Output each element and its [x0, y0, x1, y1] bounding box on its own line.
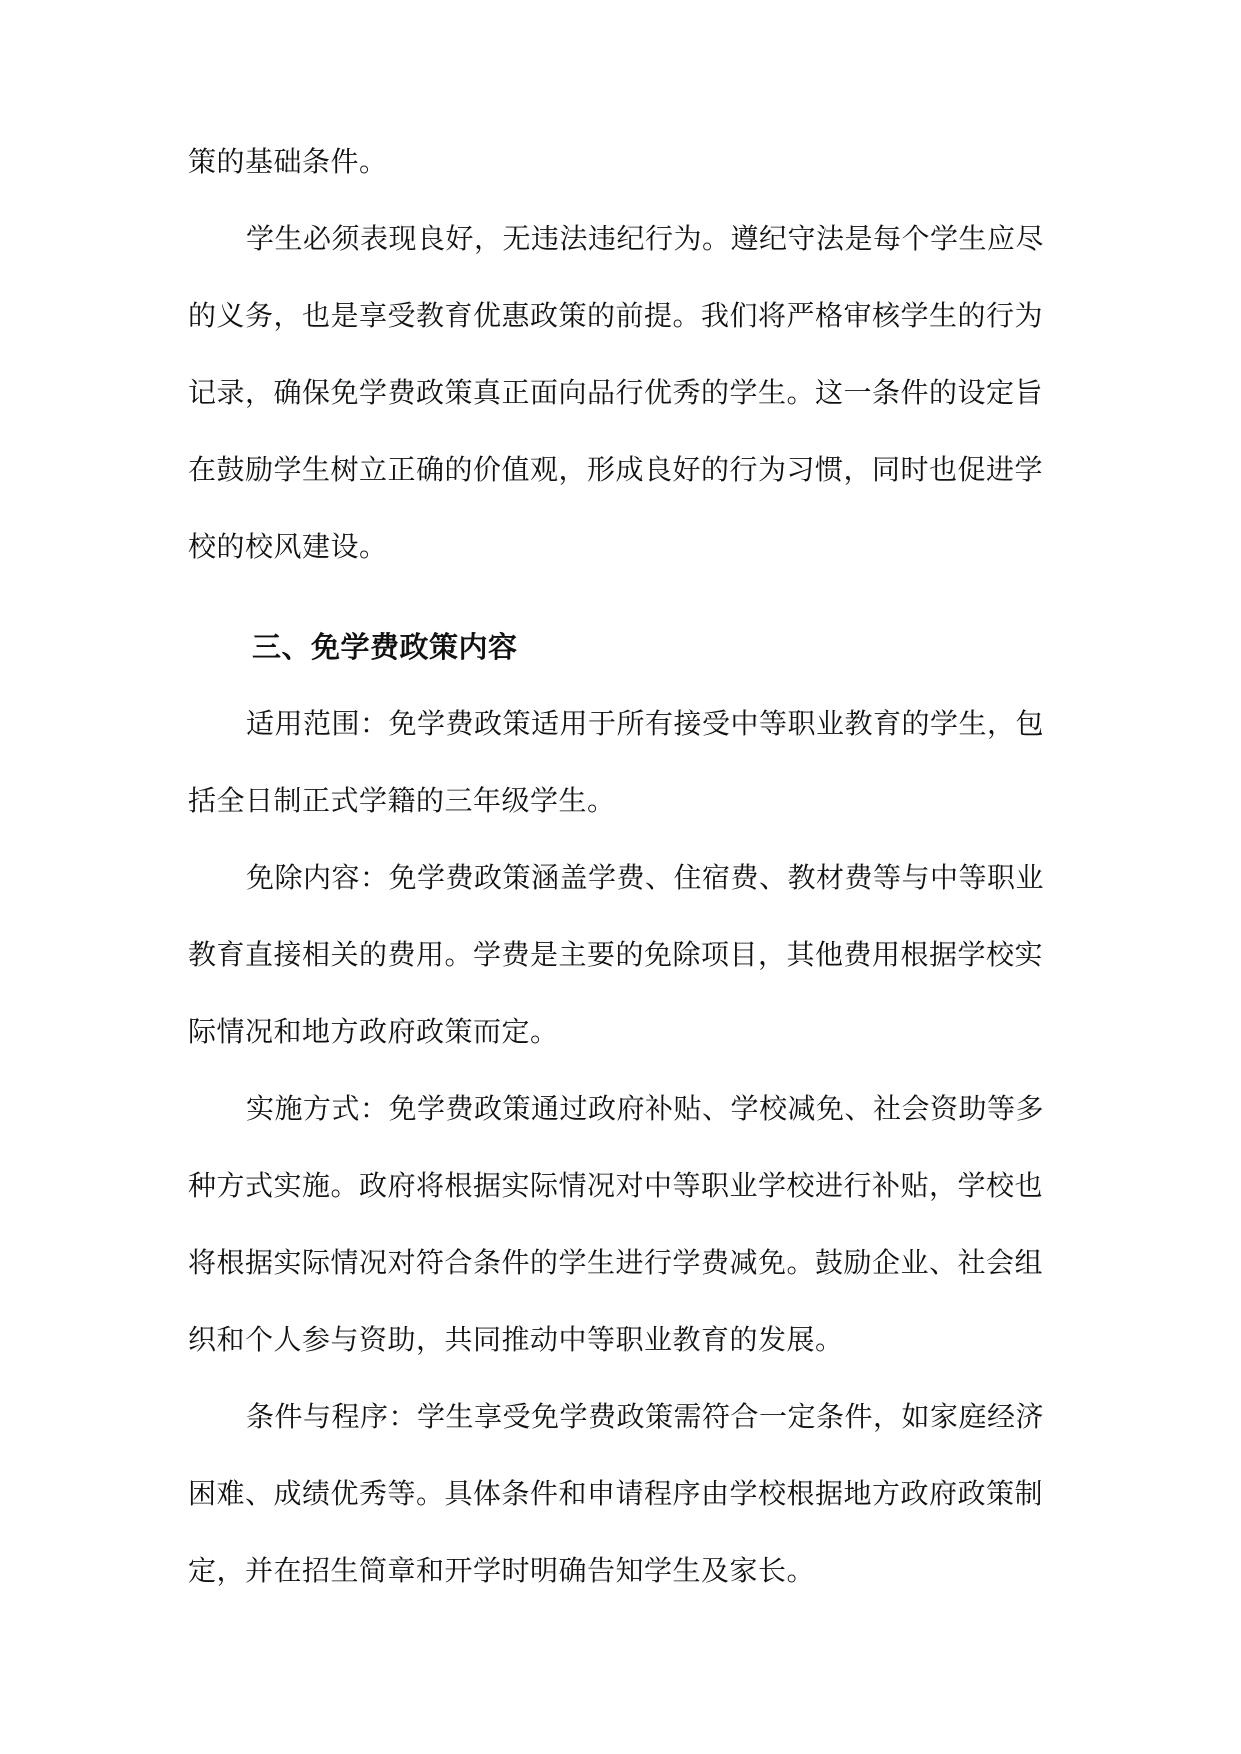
paragraph-line: 将根据实际情况对符合条件的学生进行学费减免。鼓励企业、社会组 — [188, 1246, 1044, 1279]
paragraph-line: 种方式实施。政府将根据实际情况对中等职业学校进行补贴，学校也 — [188, 1169, 1044, 1202]
paragraph-line: 条件与程序：学生享受免学费政策需符合一定条件，如家庭经济 — [246, 1400, 1045, 1433]
paragraph-line: 适用范围：免学费政策适用于所有接受中等职业教育的学生，包 — [246, 707, 1045, 740]
paragraph-line: 免除内容：免学费政策涵盖学费、住宿费、教材费等与中等职业 — [246, 861, 1045, 894]
paragraph-line: 校的校风建设。 — [188, 530, 388, 563]
paragraph-line: 织和个人参与资助，共同推动中等职业教育的发展。 — [188, 1323, 844, 1356]
document-body — [188, 141, 1048, 1627]
paragraph-line: 括全日制正式学籍的三年级学生。 — [188, 784, 616, 817]
paragraph-line: 教育直接相关的费用。学费是主要的免除项目，其他费用根据学校实 — [188, 938, 1044, 971]
paragraph-line: 记录，确保免学费政策真正面向品行优秀的学生。这一条件的设定旨 — [188, 376, 1044, 409]
paragraph-line: 学生必须表现良好，无违法违纪行为。遵纪守法是每个学生应尽 — [246, 222, 1045, 255]
paragraph-line: 定，并在招生简章和开学时明确告知学生及家长。 — [188, 1554, 816, 1587]
paragraph-line: 困难、成绩优秀等。具体条件和申请程序由学校根据地方政府政策制 — [188, 1477, 1044, 1510]
paragraph-line: 实施方式：免学费政策通过政府补贴、学校减免、社会资助等多 — [246, 1092, 1045, 1125]
paragraph-line: 在鼓励学生树立正确的价值观，形成良好的行为习惯，同时也促进学 — [188, 453, 1044, 486]
paragraph-line: 的义务，也是享受教育优惠政策的前提。我们将严格审核学生的行为 — [188, 299, 1044, 332]
paragraph-line: 际情况和地方政府政策而定。 — [188, 1015, 559, 1048]
paragraph-line: 策的基础条件。 — [188, 145, 388, 178]
section-heading: 三、免学费政策内容 — [252, 630, 518, 664]
